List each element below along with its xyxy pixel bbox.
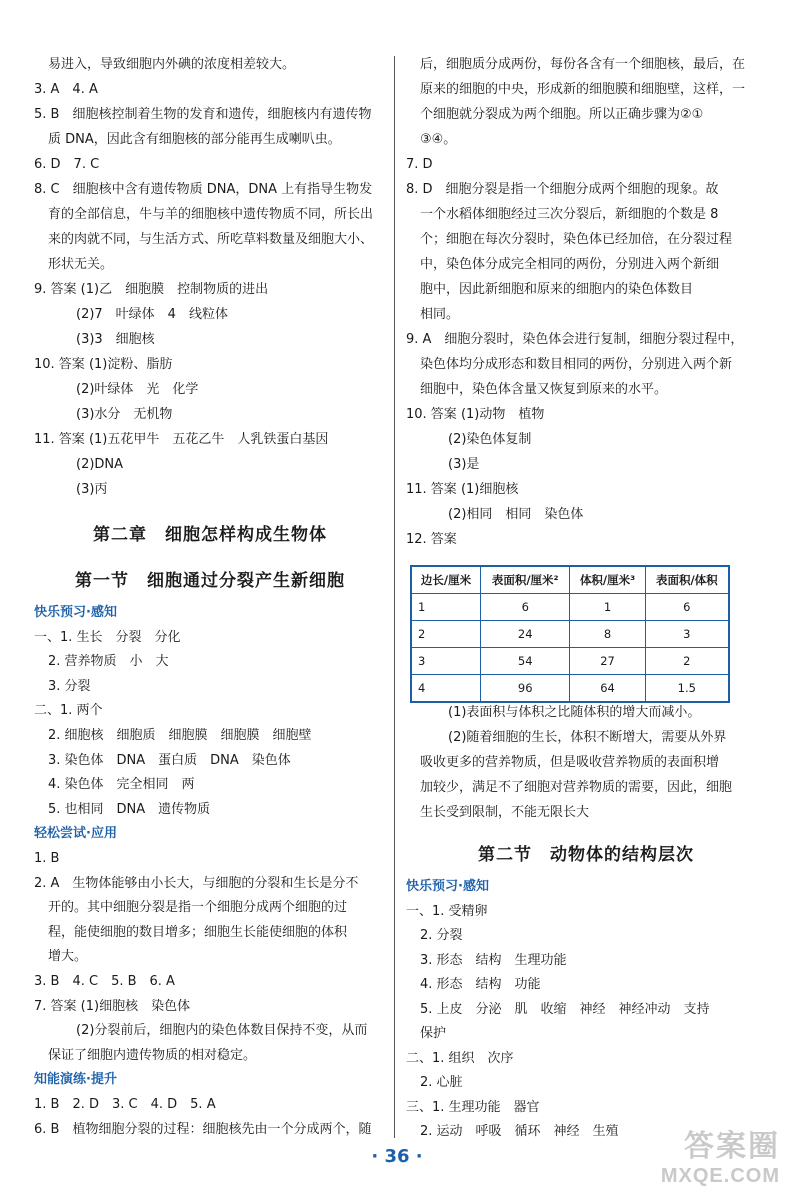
answer-line: 一、1. 生长 分裂 分化 <box>34 629 181 645</box>
answer-line: 吸收更多的营养物质，但是吸收营养物质的表面积增 <box>420 755 720 770</box>
answer-line: 二、1. 两个 <box>34 703 103 719</box>
answer-line: 2. 营养物质 小 大 <box>48 654 169 670</box>
answer-line: 2. 分裂 <box>420 928 463 943</box>
answer-line: (3)3 细胞核 <box>76 332 155 347</box>
answer-line: (1)表面积与体积之比随体积的增大而减小。 <box>448 705 701 720</box>
section-heading: 快乐预习·感知 <box>406 879 489 894</box>
answer-line: (2)分裂前后，细胞内的染色体数目保持不变，从而 <box>76 1023 368 1039</box>
table-header: 表面积/厘米² <box>480 566 570 594</box>
answer-line: 相同。 <box>420 307 460 322</box>
answer-line: (2)DNA <box>76 457 124 472</box>
answer-line: 来的肉就不同，与生活方式、所吃草料数量及细胞大小、 <box>48 232 374 247</box>
answer-line: (3)是 <box>448 457 480 472</box>
answer-line: 7. 答案 (1)细胞核 染色体 <box>34 998 191 1014</box>
answer-line: 一、1. 受精卵 <box>406 903 488 919</box>
answer-line: 程，能使细胞的数目增多；细胞生长能使细胞的体积 <box>48 924 348 940</box>
table-header: 体积/厘米³ <box>570 566 645 594</box>
answer-line: 1. B <box>34 851 60 866</box>
table-cell: 96 <box>480 675 570 703</box>
answer-line: 二、1. 组织 次序 <box>406 1050 514 1066</box>
answer-line: 11. 答案 (1)五花甲牛 五花乙牛 人乳铁蛋白基因 <box>34 432 329 447</box>
answer-line: 10. 答案 (1)动物 植物 <box>406 407 545 422</box>
answer-line: (3)水分 无机物 <box>76 407 173 422</box>
answer-line: 7. D <box>406 157 433 172</box>
table-cell: 2 <box>645 648 729 675</box>
table-cell: 4 <box>411 675 480 703</box>
answer-line: 易进入，导致细胞内外碘的浓度相差较大。 <box>48 57 296 72</box>
table-cell: 27 <box>570 648 645 675</box>
page-number-value: 36 <box>384 1146 410 1167</box>
answer-line: 原来的细胞的中央，形成新的细胞膜和细胞壁，这样，一 <box>420 82 746 97</box>
table-header: 表面积/体积 <box>645 566 729 594</box>
answer-line: 中，染色体分成完全相同的两份，分别进入两个新细 <box>420 257 720 272</box>
answer-line: 加较少，满足不了细胞对营养物质的需要，因此，细胞 <box>420 780 733 795</box>
table-row <box>411 648 729 675</box>
table-cell: 3 <box>645 621 729 648</box>
answer-line: 5. 也相同 DNA 遗传物质 <box>48 801 211 817</box>
answer-line: 细胞中，染色体含量又恢复到原来的水平。 <box>420 382 668 397</box>
answer-line: 个细胞就分裂成为两个细胞。所以正确步骤为②① <box>420 107 704 122</box>
answer-line: 育的全部信息，牛与羊的细胞核中遗传物质不同，所长出 <box>48 207 374 222</box>
answer-line: 2. 运动 呼吸 循环 神经 生殖 <box>420 1124 619 1139</box>
table-row <box>411 594 729 621</box>
answer-line: 1. B 2. D 3. C 4. D 5. A <box>34 1097 216 1112</box>
table-cell: 6 <box>480 594 570 621</box>
answer-line: (2)相同 相同 染色体 <box>448 507 584 522</box>
table-cell: 1 <box>570 594 645 621</box>
table-cell: 54 <box>480 648 570 675</box>
table-row <box>411 675 729 703</box>
answer-line: 11. 答案 (1)细胞核 <box>406 482 519 497</box>
answer-line: 8. C 细胞核中含有遗传物质 DNA，DNA 上有指导生物发 <box>34 182 373 197</box>
table-cell: 6 <box>645 594 729 621</box>
answer-line: 8. D 细胞分裂是指一个细胞分成两个细胞的现象。故 <box>406 182 719 197</box>
answer-line: 开的。其中细胞分裂是指一个细胞分成两个细胞的过 <box>48 900 348 916</box>
answer-line: (2)叶绿体 光 化学 <box>76 382 199 397</box>
answer-line: (2)随着细胞的生长，体积不断增大，需要从外界 <box>448 730 727 745</box>
answer-line: 2. A 生物体能够由小长大，与细胞的分裂和生长是分不 <box>34 875 359 891</box>
section2-title: 第二节 动物体的结构层次 <box>478 845 694 865</box>
answer-table <box>410 565 730 703</box>
answer-line: 3. B 4. C 5. B 6. A <box>34 974 175 989</box>
answer-line: 12. 答案 <box>406 532 457 547</box>
answer-line: 质 DNA，因此含有细胞核的部分能再生成喇叭虫。 <box>48 132 341 147</box>
table-cell: 24 <box>480 621 570 648</box>
watermark-logo <box>661 1121 780 1188</box>
table-cell: 1 <box>411 594 480 621</box>
answer-line: 10. 答案 (1)淀粉、脂肪 <box>34 357 173 372</box>
section-heading: 快乐预习·感知 <box>34 605 117 620</box>
table-row <box>411 621 729 648</box>
column-divider <box>394 56 395 1138</box>
answer-line: 后，细胞质分成两份，每份各含有一个细胞核，最后，在 <box>420 57 746 72</box>
table-cell: 2 <box>411 621 480 648</box>
answer-line: 5. 上皮 分泌 肌 收缩 神经 神经冲动 支持 <box>420 1001 710 1017</box>
answer-line: 5. B 细胞核控制着生物的发育和遗传，细胞核内有遗传物 <box>34 107 372 122</box>
answer-line: 保护 <box>420 1026 447 1041</box>
table-header-row <box>411 566 729 594</box>
answer-line: 保证了细胞内遗传物质的相对稳定。 <box>48 1047 257 1063</box>
answer-line: 生长受到限制，不能无限长大 <box>420 805 590 820</box>
answer-line: 9. 答案 (1)乙 细胞膜 控制物质的进出 <box>34 282 269 297</box>
answer-line: 3. A 4. A <box>34 82 98 97</box>
table-header: 边长/厘米 <box>411 566 480 594</box>
section-heading: 轻松尝试·应用 <box>34 826 117 842</box>
answer-line: 三、1. 生理功能 器官 <box>406 1099 540 1115</box>
answer-line: 3. 染色体 DNA 蛋白质 DNA 染色体 <box>48 752 291 768</box>
answer-line: 6. D 7. C <box>34 157 100 172</box>
answer-line: 4. 染色体 完全相同 两 <box>48 777 195 793</box>
answer-line: 个；细胞在每次分裂时，染色体已经加倍，在分裂过程 <box>420 232 733 247</box>
answer-line: 胞中，因此新细胞和原来的细胞内的染色体数目 <box>420 282 694 297</box>
chapter-title: 第二章 细胞怎样构成生物体 <box>93 525 327 545</box>
section1-title: 第一节 细胞通过分裂产生新细胞 <box>75 571 345 591</box>
page-number: · 36 · <box>371 1146 423 1167</box>
answer-line: 形状无关。 <box>48 257 114 272</box>
answer-line: 3. 分裂 <box>48 678 91 694</box>
answer-line: 3. 形态 结构 生理功能 <box>420 952 567 968</box>
watermark-line1: 答案圈 <box>684 1130 780 1163</box>
answer-line: 2. 细胞核 细胞质 细胞膜 细胞膜 细胞壁 <box>48 728 312 743</box>
answer-line: (2)7 叶绿体 4 线粒体 <box>76 307 228 322</box>
table-cell: 8 <box>570 621 645 648</box>
answer-line: 增大。 <box>48 949 88 965</box>
answer-line: (3)丙 <box>76 482 108 497</box>
answer-line: 6. B 植物细胞分裂的过程：细胞核先由一个分成两个，随 <box>34 1121 372 1137</box>
answer-line: 染色体均分成形态和数目相同的两份，分别进入两个新 <box>420 357 733 372</box>
table-cell: 1.5 <box>645 675 729 703</box>
answer-line: 2. 心脏 <box>420 1075 463 1090</box>
table-cell: 3 <box>411 648 480 675</box>
answer-line: 9. A 细胞分裂时，染色体会进行复制，细胞分裂过程中， <box>406 332 744 347</box>
section-heading: 知能演练·提升 <box>34 1072 117 1088</box>
answer-line: ③④。 <box>420 132 457 147</box>
table-cell: 64 <box>570 675 645 703</box>
answer-line: 一个水稻体细胞经过三次分裂后，新细胞的个数是 8 <box>420 207 719 222</box>
answer-line: (2)染色体复制 <box>448 432 532 447</box>
answer-line: 4. 形态 结构 功能 <box>420 977 541 992</box>
watermark-line2: MXQE.COM <box>660 1165 780 1187</box>
